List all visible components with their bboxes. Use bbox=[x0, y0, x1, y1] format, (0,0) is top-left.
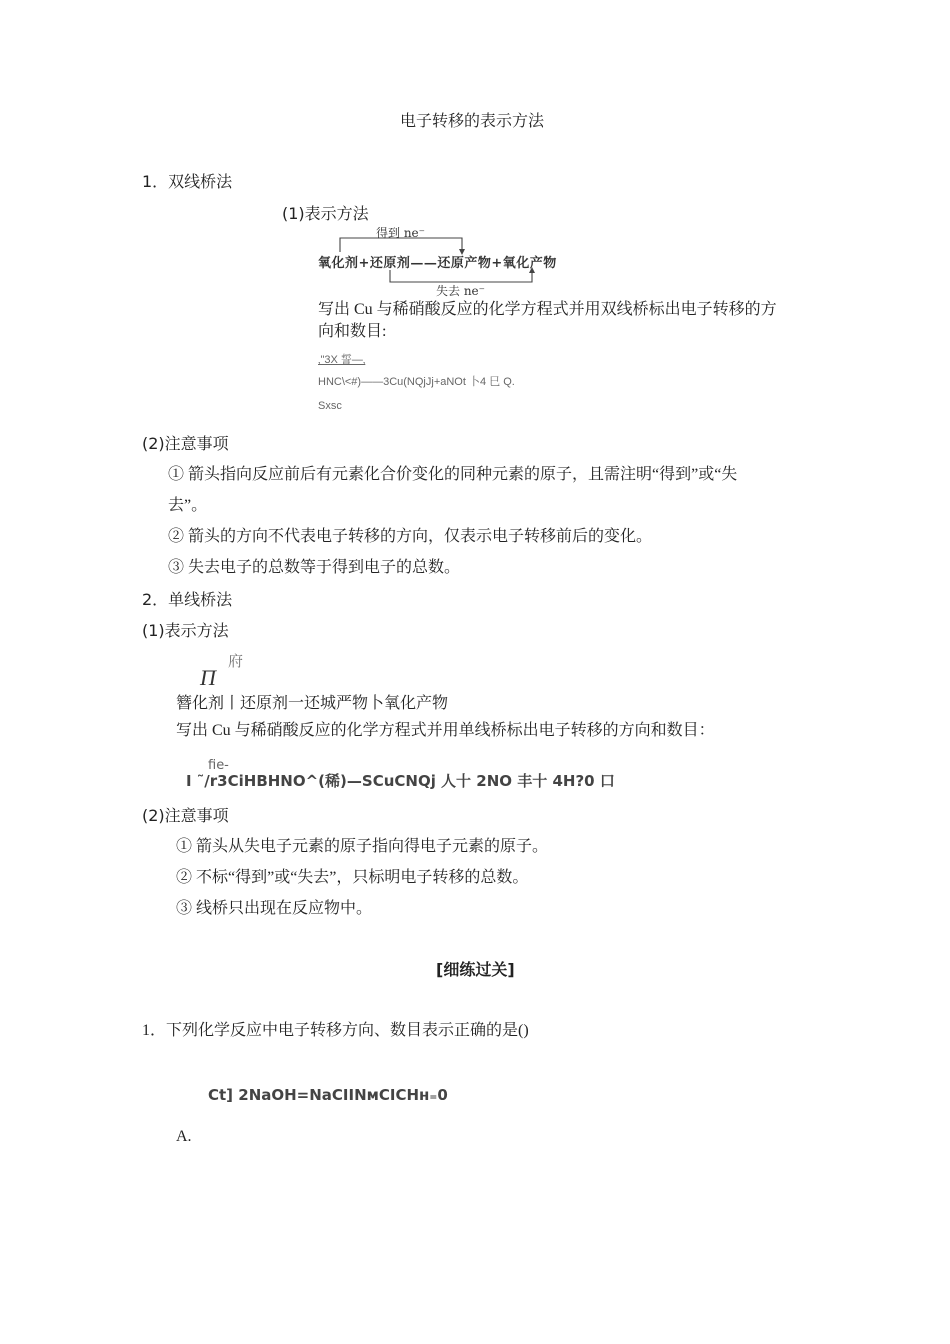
note-2-3: ③ 线桥只出现在反应物中。 bbox=[176, 900, 373, 917]
instruction-single: 写出 Cu 与稀硝酸反应的化学方程式并用单线桥标出电子转移的方向和数目： bbox=[176, 722, 715, 739]
double-bridge-diagram bbox=[318, 224, 568, 298]
option-a-label[interactable]: A. bbox=[176, 1128, 192, 1145]
scan-text-2: HNC\<#)——3Cu(NQjJj+aNOt 卜4 巳 Q. bbox=[318, 376, 515, 388]
scan-fu: 府 bbox=[228, 654, 244, 670]
notes-heading-1: (2)注意事项 bbox=[142, 434, 229, 453]
scan-single-bridge-equation: 簪化剂丨还原剂一还城严物卜氧化产物 bbox=[176, 693, 449, 712]
notes-heading-2: (2)注意事项 bbox=[142, 806, 229, 825]
note-2-2: ② 不标“得到”或“失去”，只标明电子转移的总数。 bbox=[176, 869, 529, 886]
section-heading-double-bridge: 1．双线桥法 bbox=[142, 172, 233, 191]
lose-electrons-label: 失去 ne⁻ bbox=[436, 284, 485, 298]
question-1: 1．下列化学反应中电子转移方向、数目表示正确的是() bbox=[142, 1022, 529, 1039]
note-1-1-cont: 去”。 bbox=[168, 497, 208, 514]
section-heading-single-bridge: 2．单线桥法 bbox=[142, 590, 233, 609]
practice-heading: [细练过关] bbox=[436, 960, 515, 979]
scan-reaction: I ˜/r3CiHBHNO^(稀)—SCuCNQj 人十 2NO 丰十 4H?0 口 bbox=[186, 772, 615, 790]
note-1-2: ② 箭头的方向不代表电子转移的方向，仅表示电子转移前后的变化。 bbox=[168, 528, 653, 545]
scan-fie: fie- bbox=[208, 758, 229, 773]
scan-text-1: ‚"3X 誓—‚ bbox=[318, 354, 366, 366]
general-equation: 氧化剂+还原剂——还原产物+氧化产物 bbox=[318, 256, 557, 271]
note-1-3: ③ 失去电子的总数等于得到电子的总数。 bbox=[168, 559, 461, 576]
scan-text-3: Sxsc bbox=[318, 400, 342, 412]
instruction-line-1: 写出 Cu 与稀硝酸反应的化学方程式并用双线桥标出电子转移的方 bbox=[318, 301, 777, 318]
scan-option-equation: Ct] 2NaOH=NaCIINмCICHн₌0 bbox=[208, 1086, 448, 1104]
sub-heading-method: (1)表示方法 bbox=[282, 204, 369, 223]
gain-electrons-label: 得到 ne⁻ bbox=[376, 226, 425, 240]
note-1-1: ① 箭头指向反应前后有元素化合价变化的同种元素的原子，且需注明“得到”或“失 bbox=[168, 466, 738, 483]
page-title: 电子转移的表示方法 bbox=[400, 113, 545, 130]
sub-heading-method-2: (1)表示方法 bbox=[142, 621, 229, 640]
note-2-1: ① 箭头从失电子元素的原子指向得电子元素的原子。 bbox=[176, 838, 549, 855]
instruction-line-2: 向和数目: bbox=[318, 323, 387, 340]
scan-glyph: Π bbox=[200, 665, 216, 690]
